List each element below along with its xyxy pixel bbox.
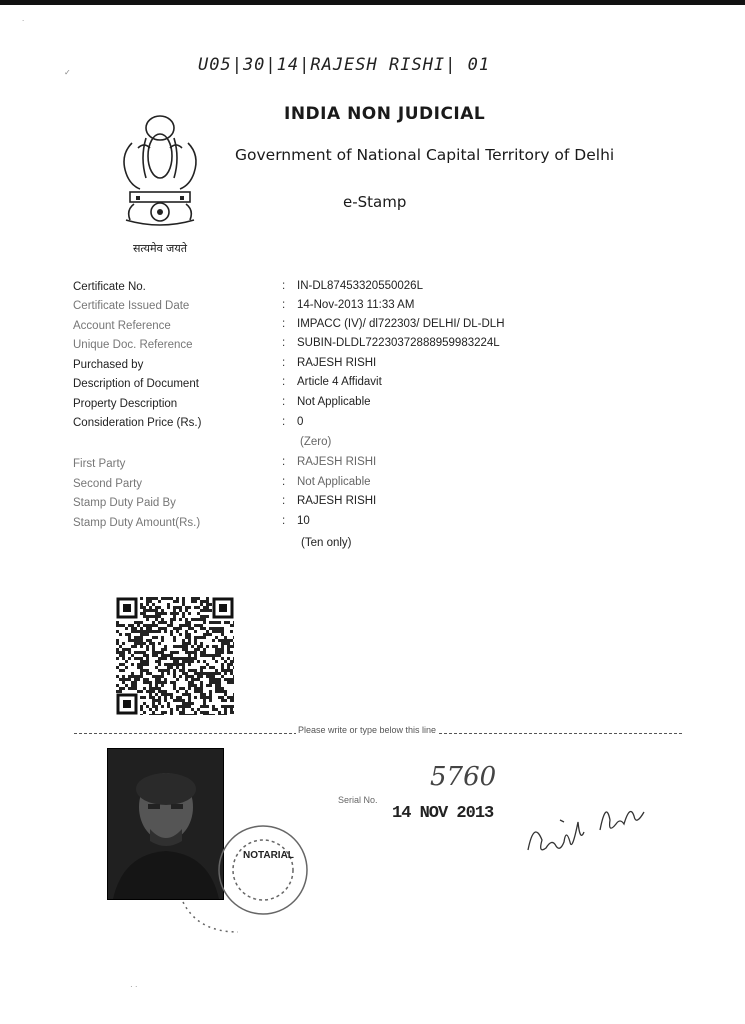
field-value-stamp-duty-paid-by: RAJESH RISHI <box>297 495 377 507</box>
qr-code-icon <box>116 597 234 715</box>
issuing-authority: Government of National Capital Territory of Delhi <box>235 146 615 164</box>
field-value-account-reference: IMPACC (IV)/ dl722303/ DELHI/ DL-DLH <box>297 318 505 330</box>
field-value-second-party: Not Applicable <box>297 476 371 488</box>
field-colon: : <box>282 396 286 408</box>
field-value-consideration-words: (Zero) <box>300 436 332 448</box>
stamp-smudge: Serial No. <box>338 795 378 805</box>
field-value-unique-doc-reference: SUBIN-DLDL72230372888959983224L <box>297 337 500 349</box>
field-colon: : <box>282 376 286 388</box>
field-colon: : <box>282 318 286 330</box>
scan-speck: . <box>22 14 25 23</box>
field-label-property-description: Property Description <box>73 398 178 410</box>
field-label-description-of-document: Description of Document <box>73 378 199 390</box>
signature-icon <box>520 790 670 865</box>
field-colon: : <box>282 280 286 292</box>
field-colon: : <box>282 416 286 428</box>
field-value-stamp-duty-amount: 10 <box>297 515 310 527</box>
field-colon: : <box>282 515 286 527</box>
field-value-issued-date: 14-Nov-2013 11:33 AM <box>297 299 415 311</box>
notarial-seal-label: NOTARIAL <box>243 850 294 861</box>
field-colon: : <box>282 495 286 507</box>
field-colon: : <box>282 476 286 488</box>
field-value-description-of-document: Article 4 Affidavit <box>297 376 382 388</box>
scan-speck: ✓ <box>64 68 71 77</box>
cut-line-instruction: Please write or type below this line <box>298 725 437 735</box>
field-value-consideration-price: 0 <box>297 416 304 428</box>
date-stamp: 14 NOV 2013 <box>392 804 494 823</box>
field-label-stamp-duty-amount: Stamp Duty Amount(Rs.) <box>73 517 201 529</box>
document-title: INDIA NON JUDICIAL <box>284 104 486 124</box>
field-colon: : <box>282 357 286 369</box>
field-value-property-description: Not Applicable <box>297 396 371 408</box>
handwritten-serial-number: 5760 <box>430 762 497 792</box>
field-colon: : <box>282 456 286 468</box>
field-value-purchased-by: RAJESH RISHI <box>297 357 377 369</box>
field-value-first-party: RAJESH RISHI <box>297 456 377 468</box>
field-label-purchased-by: Purchased by <box>73 359 144 371</box>
field-label-stamp-duty-paid-by: Stamp Duty Paid By <box>73 497 176 509</box>
document-type: e-Stamp <box>343 193 407 211</box>
field-value-stamp-duty-words: (Ten only) <box>301 537 352 549</box>
handwritten-reference: U05|30|14|RAJESH RISHI| 01 <box>198 55 491 75</box>
field-label-unique-doc-reference: Unique Doc. Reference <box>73 339 193 351</box>
field-colon: : <box>282 337 286 349</box>
field-label-issued-date: Certificate Issued Date <box>73 300 190 312</box>
field-colon: : <box>282 299 286 311</box>
field-label-consideration-price: Consideration Price (Rs.) <box>73 417 202 429</box>
emblem-motto: सत्यमेव जयते <box>132 242 187 255</box>
notarial-seal-icon <box>178 822 318 934</box>
field-value-certificate-no: IN-DL87453320550026L <box>297 280 423 292</box>
ashoka-emblem-icon <box>112 108 208 238</box>
field-label-certificate-no: Certificate No. <box>73 281 146 293</box>
field-label-first-party: First Party <box>73 458 126 470</box>
scan-speck: · · <box>130 982 138 991</box>
field-label-second-party: Second Party <box>73 478 143 490</box>
top-border <box>0 0 745 5</box>
field-label-account-reference: Account Reference <box>73 320 171 332</box>
